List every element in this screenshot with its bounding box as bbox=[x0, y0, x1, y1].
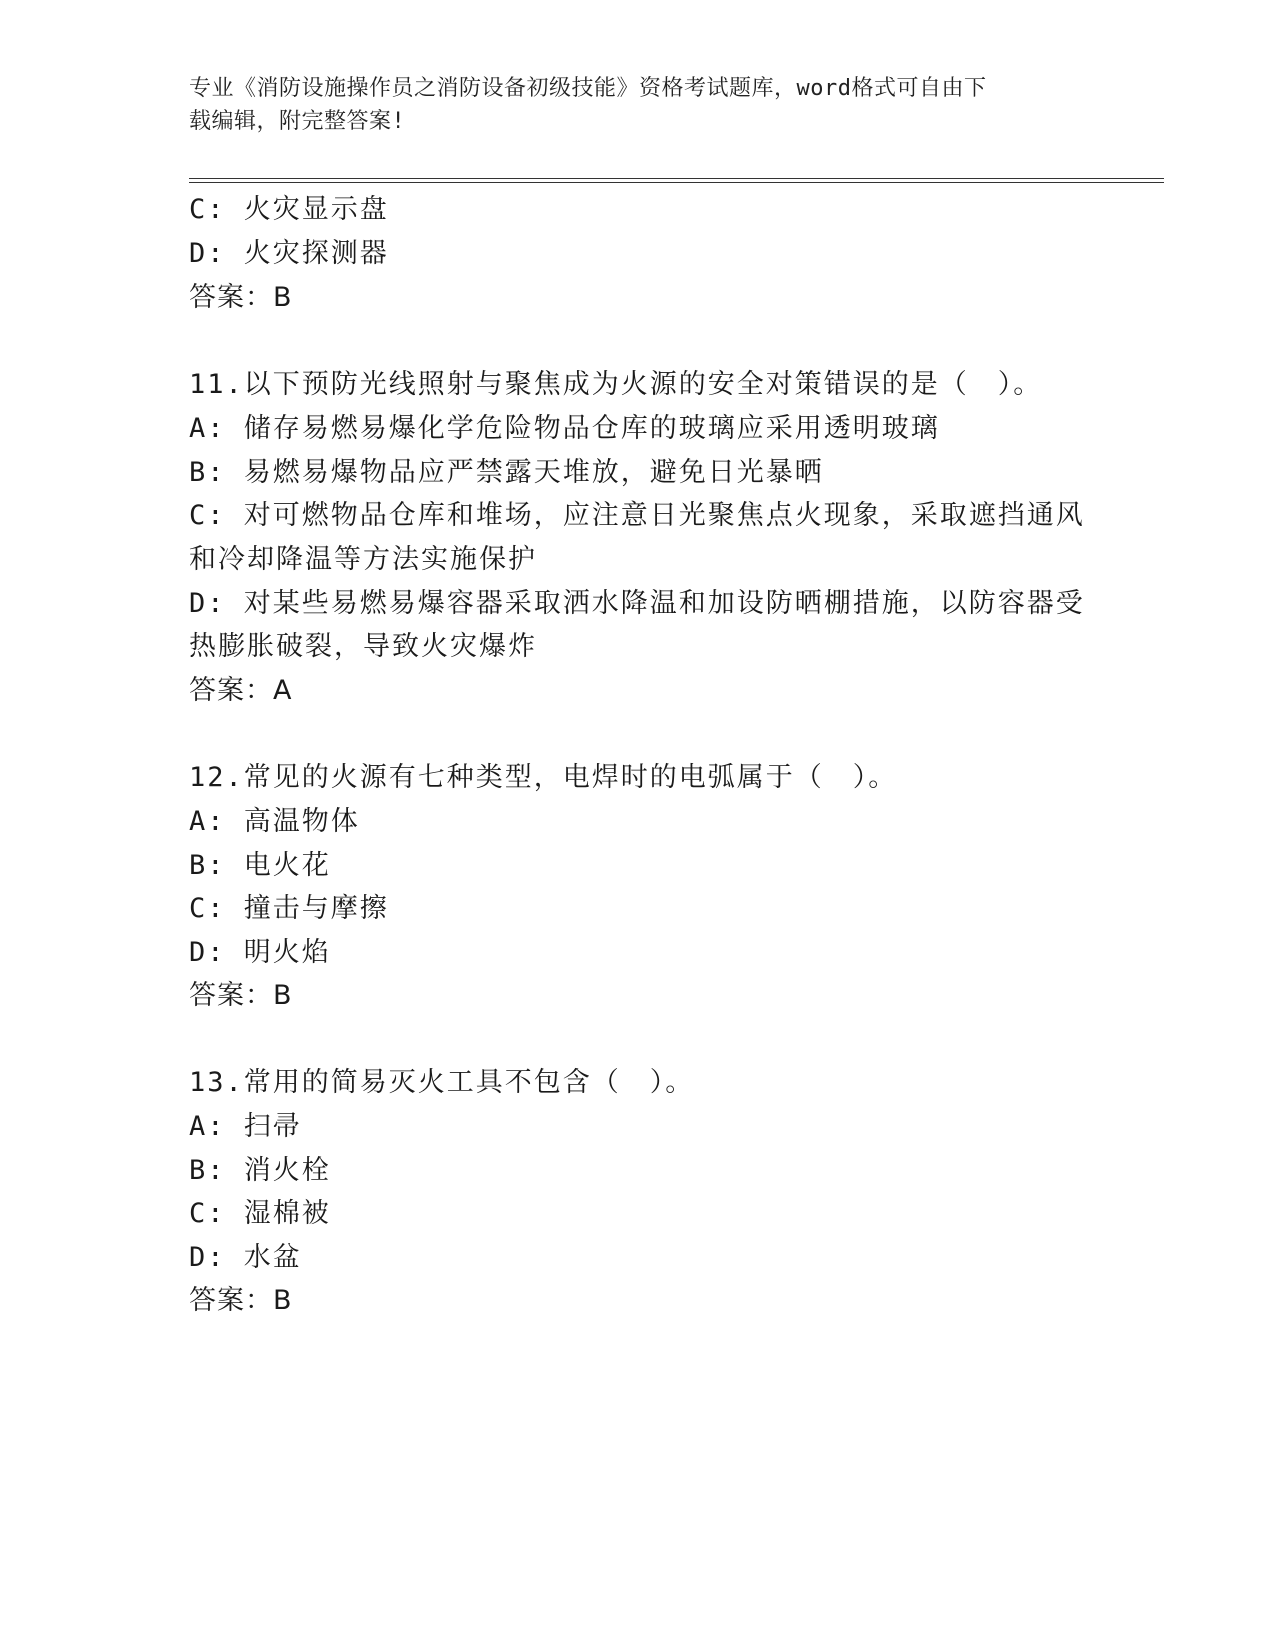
q11-option-d-line1: D: 对某些易燃易爆容器采取洒水降温和加设防晒棚措施，以防容器受 bbox=[189, 588, 1085, 619]
page-header bbox=[189, 72, 1079, 138]
q12-option-d: D: 明火焰 bbox=[189, 937, 331, 968]
q13-question: 13.常用的简易灭火工具不包含（ ）。 bbox=[189, 1067, 695, 1098]
q12-option-b: B: 电火花 bbox=[189, 850, 331, 881]
q11-question: 11.以下预防光线照射与聚焦成为火源的安全对策错误的是（ ）。 bbox=[189, 369, 1043, 400]
q11-option-b: B: 易燃易爆物品应严禁露天堆放，避免日光暴晒 bbox=[189, 457, 824, 488]
header-line-1: 专业《消防设施操作员之消防设备初级技能》资格考试题库，word格式可自由下 bbox=[189, 76, 987, 101]
prev-option-d: D: 火灾探测器 bbox=[189, 238, 389, 269]
header-divider bbox=[189, 178, 1164, 183]
prev-answer: 答案：B bbox=[189, 282, 293, 313]
q11-answer: 答案：A bbox=[189, 675, 293, 706]
q11-option-c-line1: C: 对可燃物品仓库和堆场，应注意日光聚焦点火现象，采取遮挡通风 bbox=[189, 500, 1085, 531]
q13-option-c: C: 湿棉被 bbox=[189, 1198, 331, 1229]
prev-option-c: C: 火灾显示盘 bbox=[189, 194, 389, 225]
q11-option-d-line2: 热膨胀破裂，导致火灾爆炸 bbox=[189, 631, 537, 662]
header-line-2: 载编辑，附完整答案! bbox=[189, 109, 406, 134]
q11-option-c-line2: 和冷却降温等方法实施保护 bbox=[189, 544, 537, 575]
q13-option-b: B: 消火栓 bbox=[189, 1155, 331, 1186]
q13-option-a: A: 扫帚 bbox=[189, 1111, 302, 1142]
q13-answer: 答案：B bbox=[189, 1285, 293, 1316]
q12-question: 12.常见的火源有七种类型，电焊时的电弧属于（ ）。 bbox=[189, 762, 898, 793]
q13-option-d: D: 水盆 bbox=[189, 1242, 302, 1273]
q12-option-a: A: 高温物体 bbox=[189, 806, 360, 837]
q12-option-c: C: 撞击与摩擦 bbox=[189, 893, 389, 924]
q11-option-a: A: 储存易燃易爆化学危险物品仓库的玻璃应采用透明玻璃 bbox=[189, 413, 940, 444]
q12-answer: 答案：B bbox=[189, 980, 293, 1011]
